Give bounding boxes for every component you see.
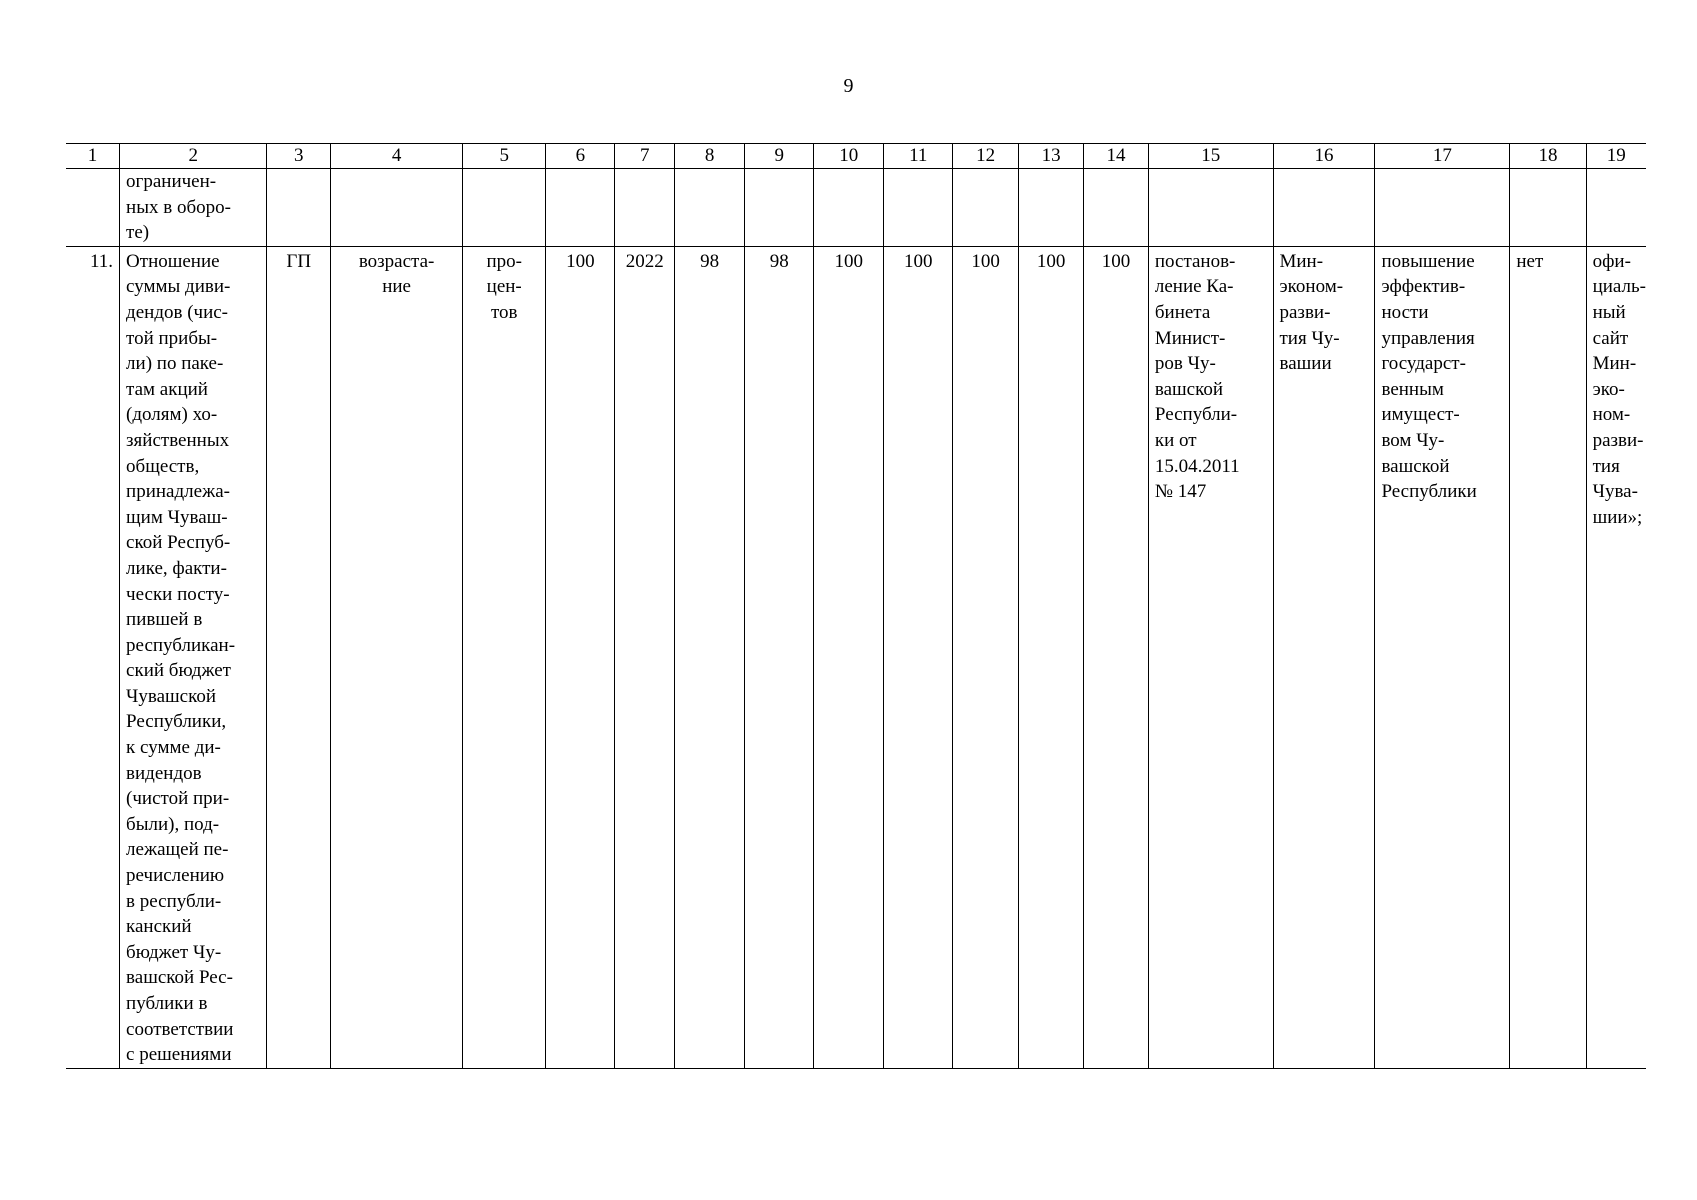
empty-cell <box>953 169 1019 247</box>
header-cell: 14 <box>1084 144 1149 169</box>
empty-cell <box>1019 169 1084 247</box>
value-col-9: 98 <box>745 246 814 1068</box>
unit: про- цен- тов <box>463 246 546 1068</box>
empty-cell <box>1148 169 1273 247</box>
source: офи- циаль- ный сайт Мин- эко- ном- разви- тия Чува- шии»; <box>1586 246 1646 1068</box>
header-cell: 4 <box>331 144 463 169</box>
header-cell: 18 <box>1510 144 1586 169</box>
empty-cell <box>463 169 546 247</box>
header-cell: 8 <box>675 144 745 169</box>
header-cell: 9 <box>745 144 814 169</box>
empty-cell <box>546 169 615 247</box>
col-18-value: нет <box>1510 246 1586 1068</box>
base-value: 100 <box>546 246 615 1068</box>
base-year: 2022 <box>615 246 675 1068</box>
header-cell: 6 <box>546 144 615 169</box>
empty-cell <box>1273 169 1375 247</box>
header-cell: 15 <box>1148 144 1273 169</box>
value-col-12: 100 <box>953 246 1019 1068</box>
value-col-8: 98 <box>675 246 745 1068</box>
header-cell: 13 <box>1019 144 1084 169</box>
continuation-text: ограничен- ных в оборо- те) <box>120 169 267 247</box>
header-cell: 3 <box>267 144 331 169</box>
row-number: 11. <box>66 246 120 1068</box>
value-col-13: 100 <box>1019 246 1084 1068</box>
goal: повышение эффектив- ности управления государст- венным имущест- вом Чу- вашской Республики <box>1375 246 1510 1068</box>
indicators-table <box>66 143 1646 1069</box>
empty-cell <box>1084 169 1149 247</box>
table-row <box>66 246 1646 1068</box>
empty-cell <box>814 169 884 247</box>
empty-cell <box>1510 169 1586 247</box>
header-cell: 5 <box>463 144 546 169</box>
value-col-14: 100 <box>1084 246 1149 1068</box>
header-cell: 11 <box>884 144 953 169</box>
page-number: 9 <box>843 75 854 97</box>
empty-cell <box>66 169 120 247</box>
empty-cell <box>1375 169 1510 247</box>
empty-cell <box>267 169 331 247</box>
value-col-11: 100 <box>884 246 953 1068</box>
header-cell: 16 <box>1273 144 1375 169</box>
value-col-10: 100 <box>814 246 884 1068</box>
header-cell: 2 <box>120 144 267 169</box>
header-row <box>66 144 1646 169</box>
empty-cell <box>331 169 463 247</box>
responsible: Мин- эконом- разви- тия Чу- вашии <box>1273 246 1375 1068</box>
header-cell: 12 <box>953 144 1019 169</box>
trend: возраста- ние <box>331 246 463 1068</box>
header-cell: 17 <box>1375 144 1510 169</box>
methodology: постанов- ление Ка- бинета Минист- ров Чу- вашской Республи- ки от 15.04.2011 № 147 <box>1148 246 1273 1068</box>
continuation-row <box>66 169 1646 247</box>
header-cell: 19 <box>1586 144 1646 169</box>
indicator-type: ГП <box>267 246 331 1068</box>
indicator-name: Отношение суммы диви- дендов (чис- той прибы- ли) по паке- там акций (долям) хо- зяйственных обществ, принадлежа- щим Чуваш- ской Респуб- лике, факти- чески посту- пившей в республикан- ский бюджет Чувашской Республики, к сумме ди- видендов (чистой при- были), под- лежащей пе- речислению в республи- канский бюджет Чу- вашской Рес- публики в соответствии с решениями <box>120 246 267 1068</box>
header-cell: 1 <box>66 144 120 169</box>
header-cell: 10 <box>814 144 884 169</box>
empty-cell <box>884 169 953 247</box>
empty-cell <box>745 169 814 247</box>
empty-cell <box>675 169 745 247</box>
header-cell: 7 <box>615 144 675 169</box>
empty-cell <box>1586 169 1646 247</box>
empty-cell <box>615 169 675 247</box>
